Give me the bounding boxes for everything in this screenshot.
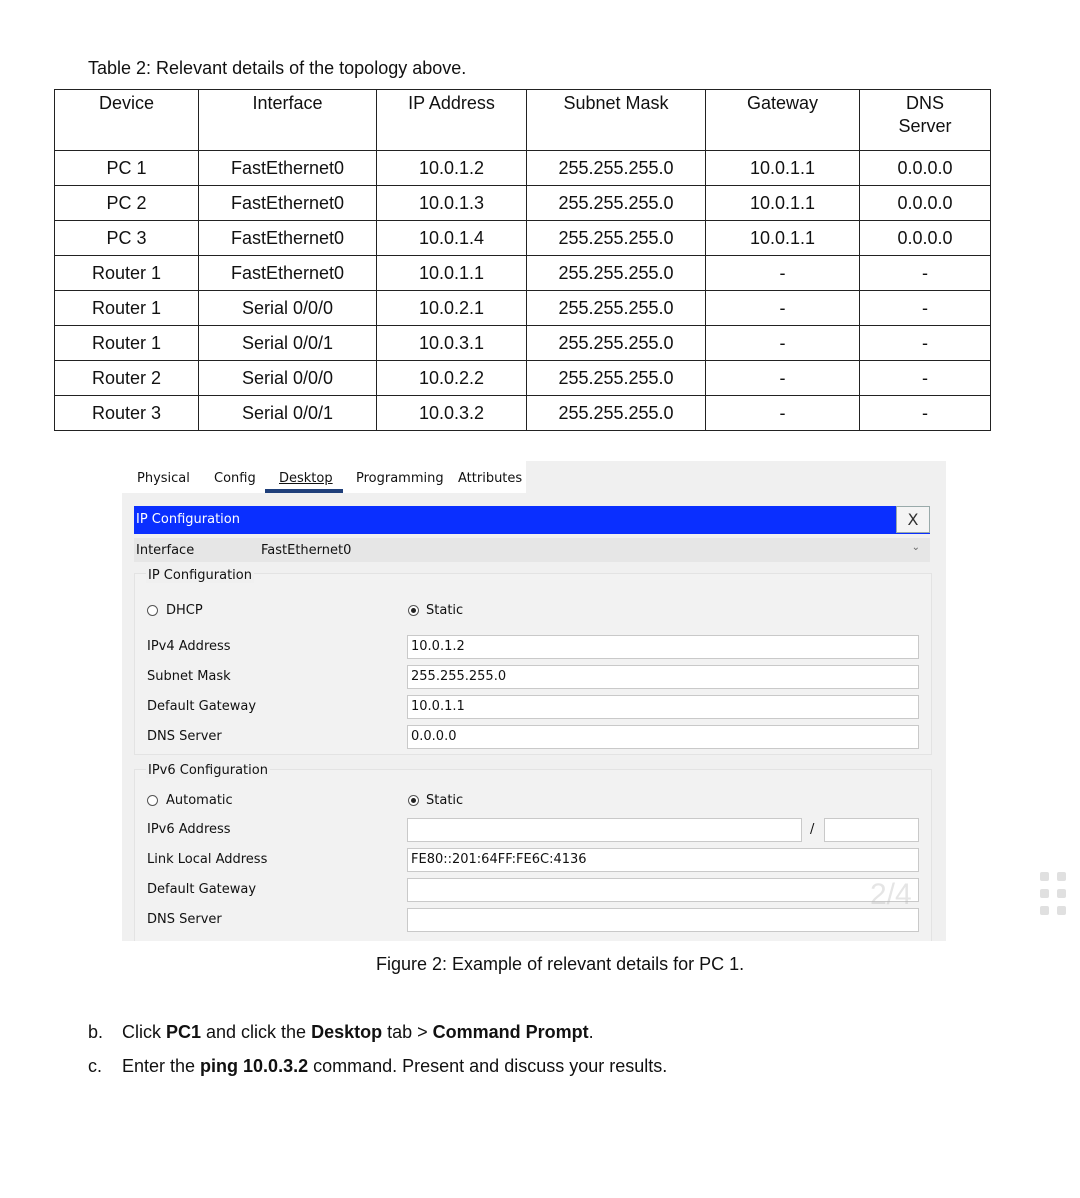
step-b-marker: b. (88, 1022, 104, 1042)
interface-value: FastEthernet0 (261, 543, 352, 558)
cell-interface: FastEthernet0 (199, 186, 377, 221)
cell-dns-server: 0.0.0.0 (860, 186, 991, 221)
ipv6-dns-field[interactable] (407, 908, 919, 932)
chevron-down-icon: ⌄ (911, 542, 920, 553)
ipv4-group-label: IP Configuration (148, 568, 252, 583)
cell-dns-server: - (860, 291, 991, 326)
cell-gateway: - (706, 396, 860, 431)
tab-physical[interactable]: Physical (137, 471, 190, 486)
ipv6-automatic-label: Automatic (166, 793, 233, 808)
header-gateway: Gateway (706, 90, 860, 151)
cell-device: PC 1 (55, 151, 199, 186)
cell-dns-server: - (860, 361, 991, 396)
link-local-field[interactable]: FE80::201:64FF:FE6C:4136 (407, 848, 919, 872)
cell-dns-server: 0.0.0.0 (860, 221, 991, 256)
cell-subnet-mask: 255.255.255.0 (527, 361, 706, 396)
cell-device: PC 3 (55, 221, 199, 256)
table-row (55, 221, 991, 256)
cell-interface: Serial 0/0/0 (199, 291, 377, 326)
cell-dns-server: - (860, 256, 991, 291)
cell-ip-address: 10.0.3.1 (377, 326, 527, 361)
active-tab-indicator (265, 489, 343, 493)
cell-interface: FastEthernet0 (199, 151, 377, 186)
cell-gateway: 10.0.1.1 (706, 221, 860, 256)
cell-interface: FastEthernet0 (199, 256, 377, 291)
cell-interface: Serial 0/0/1 (199, 396, 377, 431)
cell-device: Router 1 (55, 256, 199, 291)
cell-device: Router 2 (55, 361, 199, 396)
cell-gateway: - (706, 256, 860, 291)
cell-subnet-mask: 255.255.255.0 (527, 256, 706, 291)
header-subnet-mask: Subnet Mask (527, 90, 706, 151)
table-row (55, 256, 991, 291)
default-gateway-label: Default Gateway (147, 699, 257, 714)
cell-ip-address: 10.0.1.2 (377, 151, 527, 186)
table-row (55, 326, 991, 361)
header-dns-line1: DNS (905, 93, 944, 113)
ip-config-panel (122, 461, 946, 941)
tab-desktop[interactable]: Desktop (279, 471, 333, 486)
tab-config[interactable]: Config (214, 471, 256, 486)
header-interface: Interface (199, 90, 377, 151)
step-c-text: Enter the ping 10.0.3.2 command. Present and discuss your results. (122, 1056, 668, 1076)
cell-ip-address: 10.0.2.1 (377, 291, 527, 326)
cell-gateway: 10.0.1.1 (706, 186, 860, 221)
step-c-marker: c. (88, 1056, 103, 1076)
ipv6-automatic-radio[interactable] (147, 795, 158, 806)
subnet-mask-field[interactable]: 255.255.255.0 (407, 665, 919, 689)
ipv6-group-label: IPv6 Configuration (148, 763, 268, 778)
tab-attributes[interactable]: Attributes (458, 471, 523, 486)
cell-device: Router 1 (55, 291, 199, 326)
subnet-mask-label: Subnet Mask (147, 669, 231, 684)
cell-subnet-mask: 255.255.255.0 (527, 151, 706, 186)
ipv6-address-field[interactable] (407, 818, 802, 842)
cell-subnet-mask: 255.255.255.0 (527, 186, 706, 221)
cell-interface: Serial 0/0/1 (199, 326, 377, 361)
header-device: Device (55, 90, 199, 151)
table-row (55, 291, 991, 326)
default-gateway-field[interactable]: 10.0.1.1 (407, 695, 919, 719)
ipv6-gateway-field[interactable] (407, 878, 919, 902)
topology-table (54, 89, 991, 431)
cell-subnet-mask: 255.255.255.0 (527, 396, 706, 431)
cell-device: PC 2 (55, 186, 199, 221)
cell-ip-address: 10.0.1.4 (377, 221, 527, 256)
ipv6-static-radio[interactable] (408, 795, 419, 806)
cell-gateway: - (706, 361, 860, 396)
table-header-row (55, 90, 991, 151)
window-title: IP Configuration (136, 512, 240, 527)
cell-ip-address: 10.0.2.2 (377, 361, 527, 396)
static-radio[interactable] (408, 605, 419, 616)
cell-gateway: - (706, 326, 860, 361)
cell-subnet-mask: 255.255.255.0 (527, 291, 706, 326)
cell-ip-address: 10.0.1.3 (377, 186, 527, 221)
close-button[interactable]: X (896, 506, 930, 533)
cell-subnet-mask: 255.255.255.0 (527, 326, 706, 361)
cell-device: Router 1 (55, 326, 199, 361)
prefix-separator: / (810, 822, 815, 837)
cell-gateway: 10.0.1.1 (706, 151, 860, 186)
interface-label: Interface (136, 543, 195, 558)
ipv6-gateway-label: Default Gateway (147, 882, 257, 897)
link-local-label: Link Local Address (147, 852, 268, 867)
tab-bar (122, 461, 526, 493)
tab-programming[interactable]: Programming (356, 471, 444, 486)
ipv6-dns-label: DNS Server (147, 912, 222, 927)
cell-gateway: - (706, 291, 860, 326)
ipv4-address-label: IPv4 Address (147, 639, 231, 654)
title-bar (134, 506, 930, 534)
dhcp-label: DHCP (166, 603, 203, 618)
cell-dns-server: - (860, 396, 991, 431)
ipv6-address-label: IPv6 Address (147, 822, 231, 837)
static-label: Static (426, 603, 464, 618)
step-b-text: Click PC1 and click the Desktop tab > Command Prompt. (122, 1022, 594, 1042)
dhcp-radio[interactable] (147, 605, 158, 616)
table-row (55, 151, 991, 186)
ipv6-prefix-field[interactable] (824, 818, 919, 842)
table-row (55, 361, 991, 396)
cell-dns-server: - (860, 326, 991, 361)
cell-ip-address: 10.0.3.2 (377, 396, 527, 431)
table-row (55, 396, 991, 431)
cell-interface: FastEthernet0 (199, 221, 377, 256)
table-row (55, 186, 991, 221)
cell-dns-server: 0.0.0.0 (860, 151, 991, 186)
table-caption: Table 2: Relevant details of the topology above. (88, 58, 467, 78)
header-dns-line2: Server (898, 116, 952, 136)
cell-ip-address: 10.0.1.1 (377, 256, 527, 291)
cell-device: Router 3 (55, 396, 199, 431)
ipv6-static-label: Static (426, 793, 464, 808)
dns-server-field[interactable]: 0.0.0.0 (407, 725, 919, 749)
ipv4-address-field[interactable]: 10.0.1.2 (407, 635, 919, 659)
interface-select[interactable] (134, 538, 930, 562)
cell-interface: Serial 0/0/0 (199, 361, 377, 396)
page-counter-watermark: 2/4 (870, 878, 912, 911)
header-dns-server (860, 90, 991, 151)
grid-icon (1040, 872, 1070, 916)
figure-caption: Figure 2: Example of relevant details for PC 1. (376, 954, 745, 974)
cell-subnet-mask: 255.255.255.0 (527, 221, 706, 256)
header-ip-address: IP Address (377, 90, 527, 151)
dns-server-label: DNS Server (147, 729, 222, 744)
